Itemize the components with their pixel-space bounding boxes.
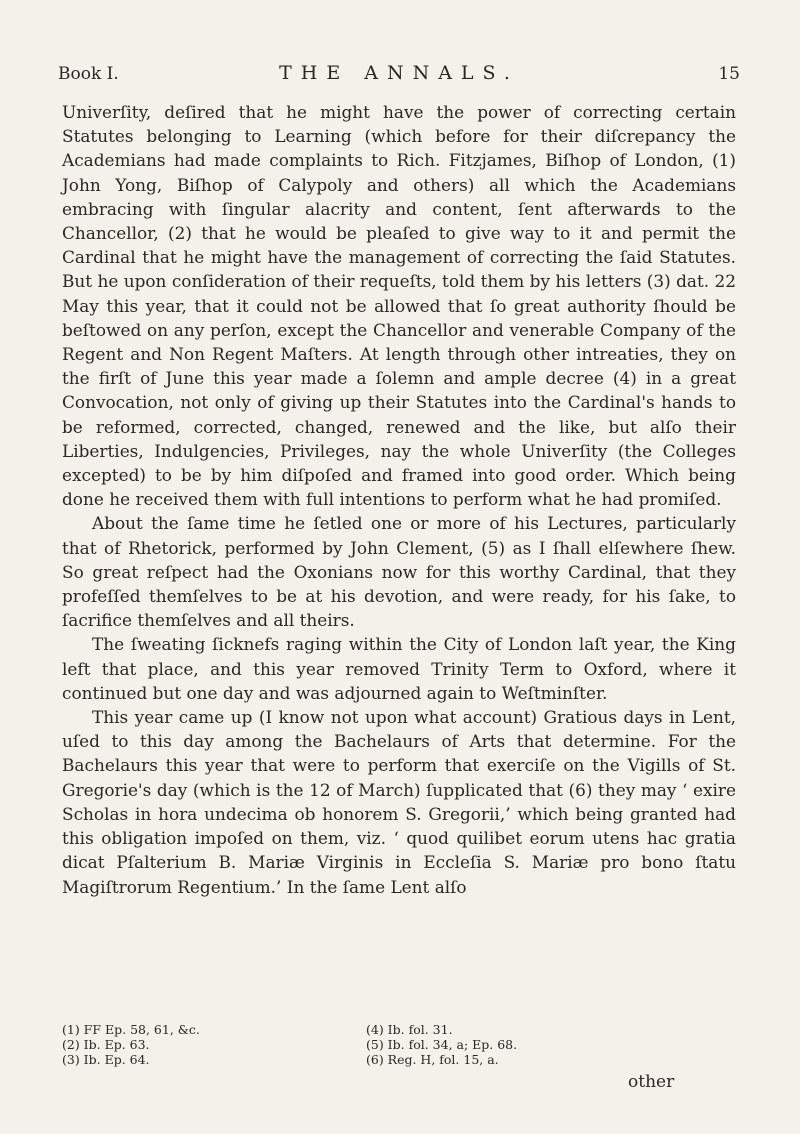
footnote: (5) Ib. fol. 34, a; Ep. 68. [366,1037,518,1052]
paragraph: The ſweating ſicknefs raging within the City of London laſt year, the King left that place, and this year removed Trinity Term to Oxford, where it continued but one day and was adjourned again to Weſtminſter. [62,634,736,703]
footnote: (4) Ib. fol. 31. [366,1022,453,1037]
footnote: (6) Reg. H, fol. 15, a. [366,1052,499,1067]
running-header [58,58,740,92]
paragraph: About the ſame time he ſetled one or more of his Lectures, particularly that of Rhetorick, performed by John Clement, (5) as I ſhall elſewhere ſhew. So great reſpect had the Oxonians now for this worthy Cardinal, that they profeſſed themſelves to be at his devotion, and were ready, for his ſake, to ſacrifice themſelves and all theirs. [62,513,736,631]
catchword: other [628,1072,675,1092]
page-number: 15 [718,64,740,84]
footnote: (1) FF Ep. 58, 61, &c. [62,1022,200,1037]
body-text [62,100,736,899]
paragraph: This year came up (I know not upon what account) Gratious days in Lent, uſed to this day among the Bachelaurs of Arts that determine. For the Bachelaurs this year that were to perform that exerciſe on the Vigills of St. Gregorie's day (which is the 12 of March) ſupplicated that (6) they may ‘ exire Scholas in hora undecima ob honorem S. Gregorii,’ which being granted had this obligation impoſed on them, viz. ‘ quod quilibet eorum utens hac gratia dicat Pſalterium B. Mariæ Virginis in Eccleſia S. Mariæ pro bono ſtatu Magiſtrorum Regentium.’ In the ſame Lent alſo [62,707,736,897]
book-label: Book I. [58,64,119,84]
footnotes-right-column [366,1022,666,1067]
footnotes-left-column [62,1022,362,1067]
running-title: THE ANNALS. [279,62,519,84]
footnote: (3) Ib. Ep. 64. [62,1052,150,1067]
paragraph: Univerſity, deſired that he might have the power of correcting certain Statutes belonging to Learning (which before for their diſcrepancy the Academians had made complaints to Rich. Fitzjames, Biſhop of London, (1) John Yong, Biſhop of Calypoly and others) all which the Academians embracing with ſingular alacrity and content, ſent afterwards to the Chancellor, (2) that he would be pleaſed to give way to it and permit the Cardinal that he might have the management of correcting the ſaid Statutes. But he upon conſideration of their requeſts, told them by his letters (3) dat. 22 May this year, that it could not be allowed that ſo great authority ſhould be beſtowed on any perſon, except the Chancellor and venerable Company of the Regent and Non Regent Maſters. At length through other intreaties, they on the firſt of June this year made a ſolemn and ample decree (4) in a great Convocation, not only of giving up their Statutes into the Cardinal's hands to be reformed, corrected, changed, renewed and the like, but alſo their Liberties, Indulgencies, Privileges, nay the whole Univerſity (the Colleges excepted) to be by him diſpoſed and framed into good order. Which being done he received them with full intentions to perform what he had promiſed. [62,102,736,510]
footnote: (2) Ib. Ep. 63. [62,1037,150,1052]
